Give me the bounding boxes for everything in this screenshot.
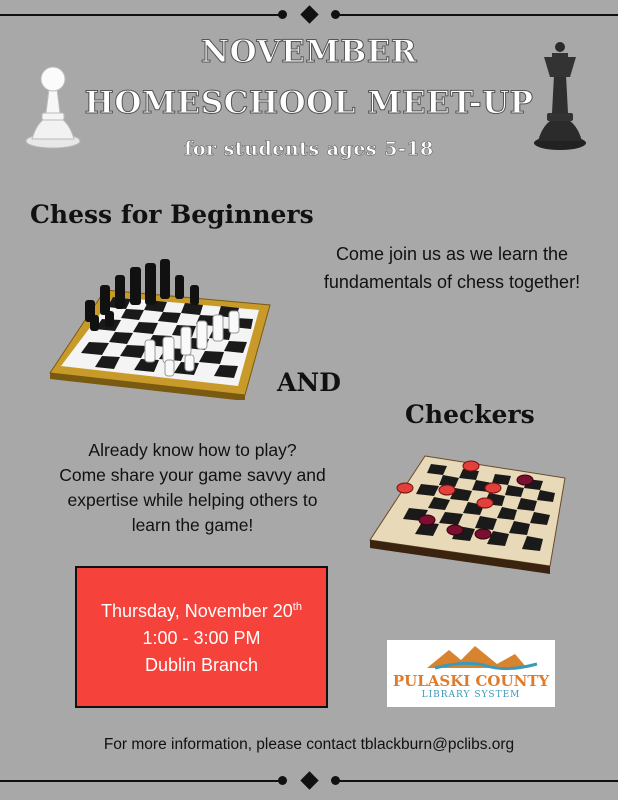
- page-subtitle: for students ages 5-18: [184, 138, 434, 160]
- bottom-divider-left: [0, 780, 280, 782]
- page-title-line1: NOVEMBER: [200, 34, 418, 70]
- event-location: Dublin Branch: [144, 655, 259, 675]
- bottom-dot-left: [278, 776, 287, 785]
- top-divider-left: [0, 14, 280, 16]
- bottom-divider-right: [338, 780, 618, 782]
- chess-description-line2: fundamentals of chess together!: [323, 272, 581, 292]
- and-label: AND: [277, 368, 341, 397]
- event-date: [77, 594, 326, 625]
- logo-line2: LIBRARY SYSTEM: [421, 690, 521, 700]
- top-divider-right: [338, 14, 618, 16]
- top-diamond: [300, 5, 318, 23]
- checkers-heading: Checkers: [405, 400, 535, 429]
- contact-info: For more information, please contact tblackburn@pclibs.org: [103, 736, 515, 753]
- checkerboard-image: [365, 448, 580, 578]
- chess-description-line1: Come join us as we learn the: [335, 244, 569, 264]
- chess-heading: Chess for Beginners: [30, 200, 314, 229]
- page-title-line2: HOMESCHOOL MEET-UP: [84, 85, 534, 121]
- library-logo: [387, 640, 555, 707]
- mountain-river-icon: [387, 642, 555, 672]
- top-dot-left: [278, 10, 287, 19]
- checkers-description-line1: Already know how to play?: [88, 440, 297, 460]
- checkers-description-line3: expertise while helping others to: [67, 490, 318, 510]
- event-date-ordinal: th: [292, 601, 302, 613]
- event-details-box: [75, 566, 328, 708]
- bottom-diamond: [300, 771, 318, 789]
- event-time: 1:00 - 3:00 PM: [142, 628, 261, 648]
- logo-line1: PULASKI COUNTY: [392, 672, 550, 690]
- event-date-text: Thursday, November 20: [101, 601, 293, 621]
- chessboard-image: [45, 245, 280, 400]
- checkers-description-line2: Come share your game savvy and: [59, 465, 326, 485]
- checkers-description: [40, 438, 345, 538]
- checkers-description-line4: learn the game!: [131, 515, 254, 535]
